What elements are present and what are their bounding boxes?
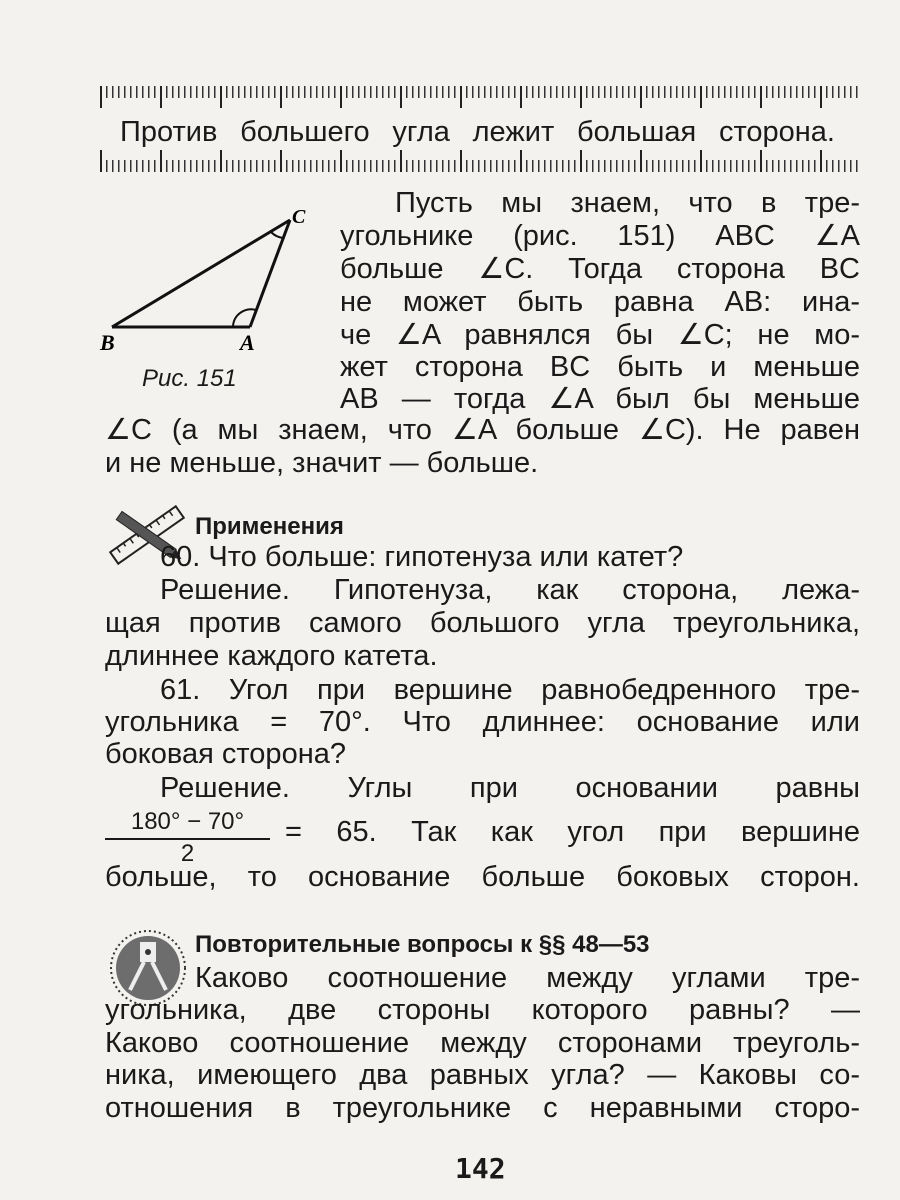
ruler-major-ticks-top: [100, 86, 860, 108]
review-line: угольника, две стороны которого равны? —: [105, 994, 860, 1026]
proof-line: и не меньше, значит — больше.: [105, 447, 539, 479]
solution-60-line: щая против самого большого угла треугольника,: [105, 607, 860, 639]
problem-61-line: 61. Угол при вершине равнобедренного тре-: [160, 674, 860, 706]
figure-caption: Рис. 151: [142, 365, 237, 392]
fraction: [105, 808, 270, 868]
proof-line: ∠C (а мы знаем, что ∠A больше ∠C). Не равен: [105, 414, 860, 446]
applications-heading: Применения: [195, 513, 344, 540]
proof-line: че ∠A равнялся бы ∠C; не мо-: [340, 319, 860, 351]
review-line: Каково соотношение между сторонами треуголь-: [105, 1027, 860, 1059]
vertex-c-label: C: [292, 206, 306, 228]
solution-60-line: Решение. Гипотенуза, как сторона, лежа-: [160, 574, 860, 606]
vertex-b-label: B: [100, 330, 115, 355]
triangle-figure: [100, 205, 306, 355]
problem-60: 60. Что больше: гипотенуза или катет?: [160, 541, 684, 573]
review-line: отношения в треугольнике с неравными сторо-: [105, 1092, 860, 1124]
proof-line: AB — тогда ∠A был бы меньше: [340, 383, 860, 415]
rule-statement: Против большего угла лежит большая сторона.: [120, 116, 835, 148]
fraction-denominator: 2: [180, 840, 195, 867]
vertex-a-label: A: [240, 330, 255, 355]
solution-61-line: Решение. Углы при основании равны: [160, 772, 860, 804]
proof-line: больше ∠C. Тогда сторона BC: [340, 253, 860, 285]
solution-60-line: длиннее каждого катета.: [105, 640, 438, 672]
review-line: Каково соотношение между углами тре-: [195, 962, 860, 994]
review-line: ника, имеющего два равных угла? — Каковы со-: [105, 1059, 860, 1091]
problem-61-line: боковая сторона?: [105, 738, 346, 770]
problem-61-line: угольника = 70°. Что длиннее: основание или: [105, 706, 860, 738]
review-heading: Повторительные вопросы к §§ 48—53: [195, 931, 650, 958]
solution-61-line: больше, то основание больше боковых сторон.: [105, 861, 860, 893]
proof-line: жет сторона BC быть и меньше: [340, 351, 860, 383]
ruler-major-ticks-bottom: [100, 150, 860, 172]
solution-61-line: = 65. Так как угол при вершине: [285, 816, 860, 848]
page-number: 142: [455, 1152, 506, 1185]
proof-line: Пусть мы знаем, что в тре-: [395, 187, 860, 219]
fraction-numerator: 180° − 70°: [105, 808, 270, 840]
proof-line: угольнике (рис. 151) ABC ∠A: [340, 220, 860, 252]
proof-line: не может быть равна AB: ина-: [340, 286, 860, 318]
